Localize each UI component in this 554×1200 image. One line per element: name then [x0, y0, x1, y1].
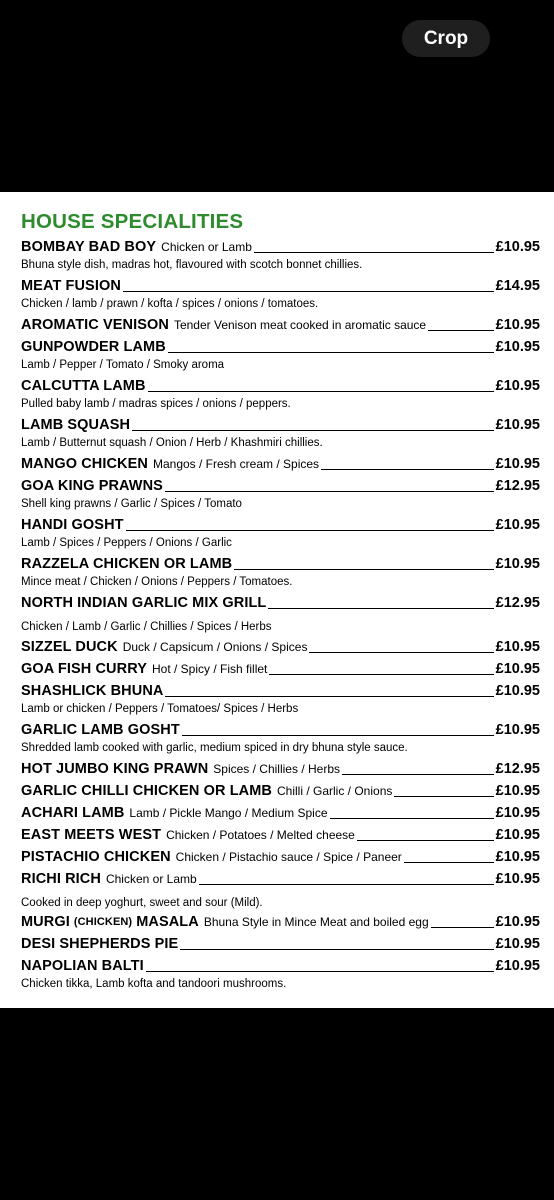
menu-item-price: £12.95 — [495, 478, 540, 494]
menu-item-line — [21, 316, 540, 335]
menu-item-description: Cooked in deep yoghurt, sweet and sour (Mild). — [21, 897, 263, 909]
menu-item — [21, 682, 540, 717]
menu-item-name: HOT JUMBO KING PRAWN — [21, 761, 209, 777]
menu-item-line — [21, 594, 540, 613]
price-leader-line — [148, 391, 494, 392]
menu-item-subtitle: Bhuna Style in Mince Meat and boiled egg — [203, 915, 429, 929]
price-leader-line — [394, 796, 493, 797]
price-leader-line — [132, 430, 494, 431]
menu-item-line — [21, 848, 540, 867]
menu-item-line — [21, 416, 540, 435]
menu-item-price: £12.95 — [495, 595, 540, 611]
menu-item-description: Lamb / Spices / Peppers / Onions / Garlic — [21, 537, 232, 549]
menu-item-description: Lamb / Butternut squash / Onion / Herb / Khashmiri chillies. — [21, 437, 323, 449]
menu-item — [21, 848, 540, 867]
menu-item-name: LAMB SQUASH — [21, 417, 131, 433]
price-leader-line — [180, 949, 493, 950]
menu-item-name: CALCUTTA LAMB — [21, 378, 146, 394]
menu-item — [21, 782, 540, 801]
menu-item-description: Shredded lamb cooked with garlic, medium spiced in dry bhuna style sauce. — [21, 742, 408, 754]
menu-item-line — [21, 682, 540, 701]
menu-item-price: £10.95 — [495, 722, 540, 738]
menu-item-price: £10.95 — [495, 239, 540, 255]
menu-item-price: £10.95 — [495, 849, 540, 865]
menu-item-price: £10.95 — [495, 936, 540, 952]
price-leader-line — [357, 840, 494, 841]
price-leader-line — [321, 469, 494, 470]
menu-item-line — [21, 338, 540, 357]
menu-item — [21, 338, 540, 373]
menu-item-price: £10.95 — [495, 339, 540, 355]
menu-item-name: GOA FISH CURRY — [21, 661, 147, 677]
menu-item-line — [21, 957, 540, 976]
menu-item-subtitle: Chicken or Lamb — [161, 240, 252, 254]
menu-item-price: £10.95 — [495, 783, 540, 799]
price-leader-line — [330, 818, 494, 819]
menu-item-name: MEAT FUSION — [21, 278, 121, 294]
menu-item-name: BOMBAY BAD BOY — [21, 239, 157, 255]
price-leader-line — [168, 352, 494, 353]
menu-title: HOUSE SPECIALITIES — [21, 210, 244, 233]
menu-item — [21, 277, 540, 312]
menu-item-subtitle: Tender Venison meat cooked in aromatic sauce — [173, 318, 427, 332]
menu-item — [21, 660, 540, 679]
menu-item — [21, 555, 540, 590]
price-leader-line — [431, 927, 494, 928]
menu-item-price: £10.95 — [495, 517, 540, 533]
menu-item-price: £10.95 — [495, 958, 540, 974]
menu-item-name: HANDI GOSHT — [21, 517, 124, 533]
menu-item-line — [21, 377, 540, 396]
price-leader-line — [123, 291, 494, 292]
menu-item-subtitle: Duck / Capsicum / Onions / Spices — [122, 640, 308, 654]
menu-item-name: ACHARI LAMB — [21, 805, 125, 821]
price-leader-line — [165, 491, 494, 492]
menu-card — [0, 192, 554, 1008]
menu-item-line — [21, 516, 540, 535]
price-leader-line — [199, 884, 494, 885]
menu-item-subtitle: Hot / Spicy / Fish fillet — [152, 662, 268, 676]
menu-item-line — [21, 238, 540, 257]
menu-item-name: SIZZEL DUCK — [21, 639, 118, 655]
menu-item-line — [21, 638, 540, 657]
menu-item-line — [21, 870, 540, 889]
menu-item — [21, 638, 540, 657]
menu-item-line — [21, 277, 540, 296]
price-leader-line — [182, 735, 494, 736]
price-leader-line — [254, 252, 494, 253]
price-leader-line — [165, 696, 493, 697]
menu-item — [21, 870, 540, 911]
menu-item-name: AROMATIC VENISON — [21, 317, 169, 333]
menu-item-description: Lamb or chicken / Peppers / Tomatoes/ Spices / Herbs — [21, 703, 299, 715]
menu-item — [21, 455, 540, 474]
menu-item — [21, 826, 540, 845]
menu-item-price: £10.95 — [495, 556, 540, 572]
menu-item-line — [21, 804, 540, 823]
menu-item-price: £10.95 — [495, 683, 540, 699]
menu-item — [21, 477, 540, 512]
menu-item — [21, 913, 540, 932]
price-leader-line — [146, 971, 494, 972]
menu-item — [21, 416, 540, 451]
menu-item-description: Lamb / Pepper / Tomato / Smoky aroma — [21, 359, 225, 371]
menu-item-description: Mince meat / Chicken / Onions / Peppers / Tomatoes. — [21, 576, 293, 588]
menu-item-price: £10.95 — [495, 827, 540, 843]
menu-item-line — [21, 913, 540, 932]
menu-item-name-note: (CHICKEN) — [73, 916, 133, 928]
menu-item-price: £10.95 — [495, 317, 540, 333]
menu-item-subtitle: Chilli / Garlic / Onions — [277, 784, 393, 798]
menu-item-subtitle: Spices / Chillies / Herbs — [213, 762, 340, 776]
menu-item — [21, 594, 540, 635]
menu-item — [21, 760, 540, 779]
menu-item-line — [21, 826, 540, 845]
menu-item — [21, 377, 540, 412]
menu-item-name: GUNPOWDER LAMB — [21, 339, 166, 355]
menu-item-description: Chicken / Lamb / Garlic / Chillies / Spices / Herbs — [21, 621, 272, 633]
menu-item-line — [21, 455, 540, 474]
menu-item-line — [21, 660, 540, 679]
menu-item-line — [21, 721, 540, 740]
menu-item-name: RICHI RICH — [21, 871, 101, 887]
menu-item-price: £10.95 — [495, 378, 540, 394]
menu-item-line — [21, 477, 540, 496]
menu-item-description: Bhuna style dish, madras hot, flavoured with scotch bonnet chillies. — [21, 259, 363, 271]
menu-item-subtitle: Chicken or Lamb — [105, 872, 197, 886]
menu-item-subtitle: Mangos / Fresh cream / Spices — [152, 457, 320, 471]
menu-item — [21, 721, 540, 756]
price-leader-line — [126, 530, 494, 531]
menu-item — [21, 804, 540, 823]
menu-item-price: £10.95 — [495, 417, 540, 433]
menu-item-line — [21, 555, 540, 574]
menu-item-description: Chicken tikka, Lamb kofta and tandoori mushrooms. — [21, 978, 287, 990]
menu-item — [21, 935, 540, 954]
menu-item-price: £10.95 — [495, 914, 540, 930]
price-leader-line — [234, 569, 493, 570]
menu-item-name: EAST MEETS WEST — [21, 827, 162, 843]
menu-item-subtitle: Chicken / Pistachio sauce / Spice / Paneer — [175, 850, 402, 864]
crop-button[interactable]: Crop — [402, 20, 490, 57]
menu-item-description: Chicken / lamb / prawn / kofta / spices / onions / tomatoes. — [21, 298, 319, 310]
menu-item — [21, 238, 540, 273]
menu-item — [21, 316, 540, 335]
menu-item-name: DESI SHEPHERDS PIE — [21, 936, 179, 952]
price-leader-line — [269, 674, 493, 675]
bottom-bar — [0, 1008, 554, 1200]
price-leader-line — [268, 608, 493, 609]
menu-item-name: GARLIC CHILLI CHICKEN OR LAMB — [21, 783, 272, 799]
menu-item-price: £10.95 — [495, 639, 540, 655]
menu-item-price: £12.95 — [495, 761, 540, 777]
menu-item-name: GOA KING PRAWNS — [21, 478, 163, 494]
menu-item-name: MURGI — [21, 914, 70, 930]
menu-item-description: Shell king prawns / Garlic / Spices / Tomato — [21, 498, 242, 510]
menu-item-price: £10.95 — [495, 456, 540, 472]
menu-item-subtitle: Chicken / Potatoes / Melted cheese — [166, 828, 355, 842]
menu-item-description: Pulled baby lamb / madras spices / onions / peppers. — [21, 398, 291, 410]
menu-item-name: GARLIC LAMB GOSHT — [21, 722, 180, 738]
price-leader-line — [309, 652, 493, 653]
menu-item-line — [21, 782, 540, 801]
menu-item-line — [21, 760, 540, 779]
menu-item-name: MANGO CHICKEN — [21, 456, 148, 472]
menu-item-line — [21, 935, 540, 954]
menu-item-name: SHASHLICK BHUNA — [21, 683, 164, 699]
menu-item-price: £10.95 — [495, 661, 540, 677]
menu-item-name: RAZZELA CHICKEN OR LAMB — [21, 556, 233, 572]
menu-item-subtitle: Lamb / Pickle Mango / Medium Spice — [129, 806, 328, 820]
menu-item-name: NAPOLIAN BALTI — [21, 958, 144, 974]
menu-item-price: £10.95 — [495, 805, 540, 821]
menu-item-name: PISTACHIO CHICKEN — [21, 849, 171, 865]
menu-item — [21, 516, 540, 551]
price-leader-line — [428, 330, 494, 331]
menu-item — [21, 957, 540, 992]
menu-item-price: £10.95 — [495, 871, 540, 887]
menu-item-price: £14.95 — [495, 278, 540, 294]
menu-item-name: NORTH INDIAN GARLIC MIX GRILL — [21, 595, 267, 611]
price-leader-line — [342, 774, 494, 775]
menu-item-name-tail: MASALA — [136, 914, 199, 930]
top-bar — [0, 0, 554, 192]
price-leader-line — [404, 862, 494, 863]
